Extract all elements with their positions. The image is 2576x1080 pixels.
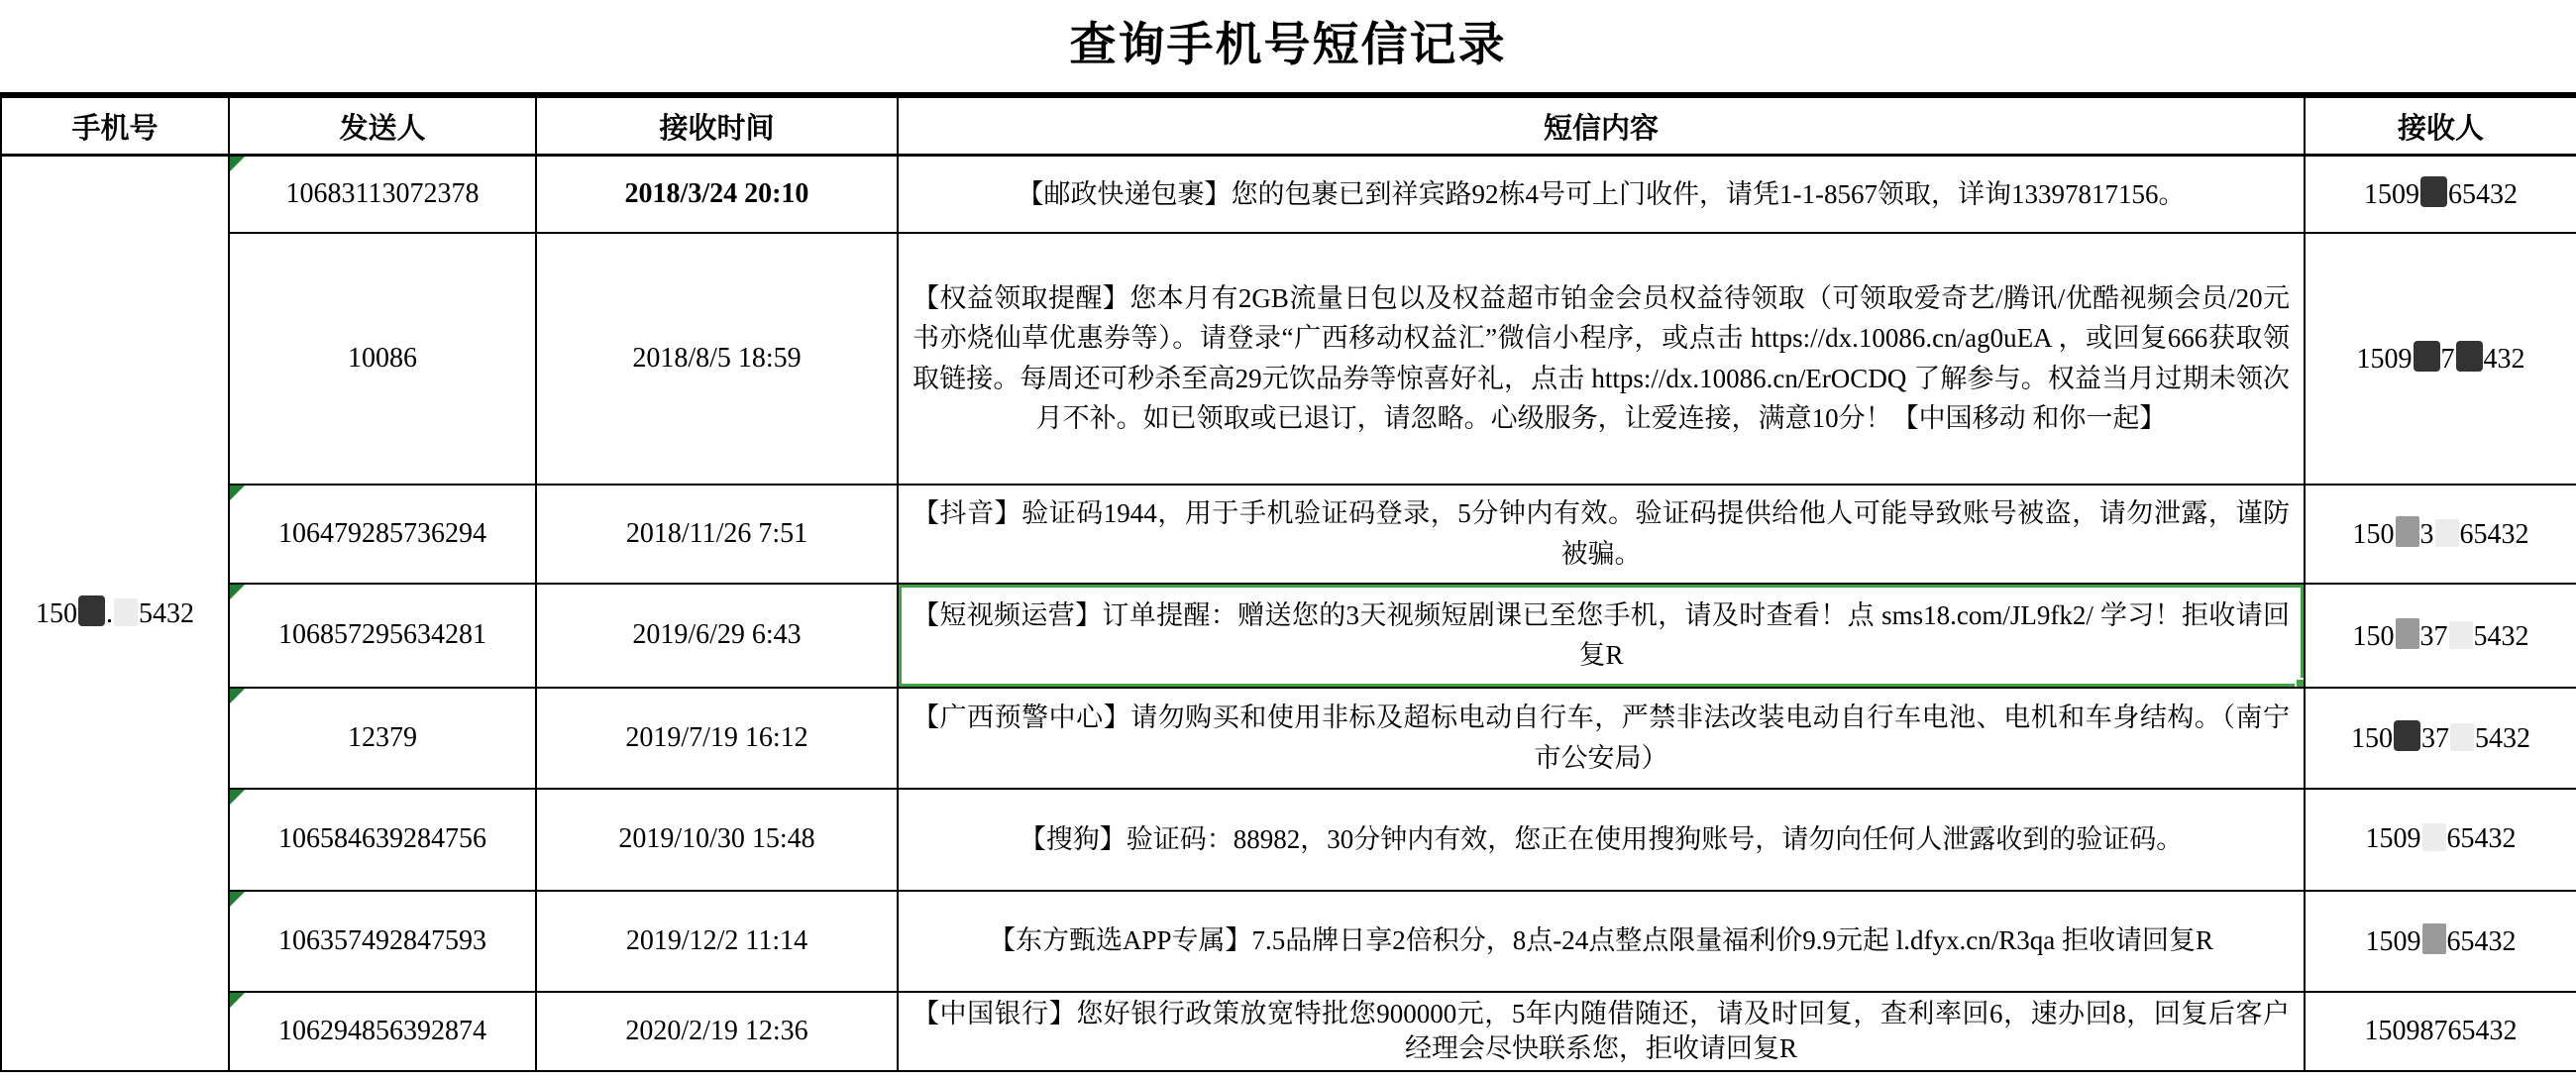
receive-time: 2018/3/24 20:10 bbox=[624, 177, 809, 209]
number-segment: 150 bbox=[36, 598, 77, 630]
receive-time-cell[interactable] bbox=[536, 992, 898, 1071]
receive-time-cell[interactable] bbox=[536, 584, 898, 688]
table-row bbox=[1, 688, 2576, 789]
receive-time-cell[interactable] bbox=[536, 789, 898, 891]
table-row bbox=[1, 992, 2576, 1071]
sms-content-text: 【中国银行】您好银行政策放宽特批您900000元，5年内随借随还，请及时回复，查利率回6，速办回8，回复后客户经理会尽快联系您，拒收请回复R bbox=[912, 998, 2290, 1063]
number-segment: 15098765432 bbox=[2364, 1015, 2518, 1046]
receive-time-cell[interactable] bbox=[536, 485, 898, 584]
number-segment: 65432 bbox=[2448, 179, 2518, 211]
redaction-block bbox=[2450, 723, 2474, 751]
redaction-block bbox=[2422, 923, 2446, 954]
receive-time: 2019/7/19 16:12 bbox=[625, 721, 808, 753]
receiver-number bbox=[2353, 621, 2529, 652]
sender-cell[interactable] bbox=[229, 156, 536, 233]
sender-number: 10683113072378 bbox=[285, 177, 480, 209]
sender-cell[interactable] bbox=[229, 992, 536, 1071]
redaction-block bbox=[2414, 341, 2440, 372]
number-segment: 37 bbox=[2421, 723, 2449, 754]
receive-time-cell[interactable] bbox=[536, 233, 898, 485]
sender-number: 106584639284756 bbox=[278, 823, 486, 854]
column-header-phone[interactable]: 手机号 bbox=[1, 95, 229, 156]
number-segment: 3 bbox=[2419, 519, 2434, 550]
receiver-cell[interactable] bbox=[2305, 688, 2576, 789]
sender-cell[interactable] bbox=[229, 485, 536, 584]
sms-content-cell[interactable] bbox=[898, 992, 2305, 1071]
receiver-number bbox=[2366, 823, 2517, 854]
number-segment: 65432 bbox=[2446, 926, 2517, 957]
text-format-warning-triangle-icon bbox=[230, 993, 245, 1008]
number-segment: 150 bbox=[2352, 620, 2395, 652]
sender-cell[interactable] bbox=[229, 233, 536, 485]
number-segment: 65432 bbox=[2446, 823, 2517, 854]
redaction-block bbox=[2420, 176, 2447, 207]
sms-content-text: 【短视频运营】订单提醒：赠送您的3天视频短剧课已至您手机，请及时查看！点 sms18.com/JL9fk2/ 学习！拒收请回复R bbox=[912, 599, 2290, 670]
column-header-receiver[interactable]: 接收人 bbox=[2305, 95, 2576, 156]
table-body bbox=[1, 156, 2576, 1071]
sms-content-cell[interactable] bbox=[898, 156, 2305, 233]
sms-content-text: 【东方甄选APP专属】7.5品牌日享2倍积分，8点-24点整点限量福利价9.9元起 l.dfyx.cn/R3qa 拒收请回复R bbox=[989, 925, 2213, 956]
sender-number: 106857295634281 bbox=[278, 619, 486, 650]
receiver-number bbox=[2351, 723, 2530, 754]
receiver-number bbox=[2366, 926, 2517, 957]
number-segment: 432 bbox=[2483, 344, 2525, 375]
sender-cell[interactable] bbox=[229, 688, 536, 789]
sms-content-text: 【权益领取提醒】您本月有2GB流量日包以及权益超市铂金会员权益待领取（可领取爱奇艺/腾讯/优酷视频会员/20元书亦烧仙草优惠券等）。请登录“广西移动权益汇”微信小程序，或点击 https://dx.10086.cn/ag0uEA ，或回复666获取领取链接。每周还可秒杀至高29元饮品券等惊喜好礼，点击 https://dx.10086.cn/ErOCDQ 了解参与。权益当月过期未领次月不补。如已领取或已退订，请忽略。心级服务，让爱连接，满意10分！【中国移动 和你一起】 bbox=[912, 282, 2290, 433]
receiver-number bbox=[2353, 519, 2529, 550]
sender-number: 10086 bbox=[348, 342, 417, 374]
redaction-block bbox=[78, 595, 105, 626]
redaction-block bbox=[2422, 823, 2446, 851]
redaction-block bbox=[2394, 720, 2420, 751]
redaction-block bbox=[2456, 341, 2483, 372]
sender-cell[interactable] bbox=[229, 891, 536, 992]
redaction-block bbox=[114, 598, 138, 626]
table-row bbox=[1, 485, 2576, 584]
number-segment: 37 bbox=[2419, 620, 2448, 652]
sender-number: 106357492847593 bbox=[278, 924, 486, 956]
sms-content-text: 【广西预警中心】请勿购买和使用非标及超标电动自行车，严禁非法改装电动自行车电池、电机和车身结构。（南宁市公安局） bbox=[912, 702, 2290, 773]
receiver-number bbox=[2357, 344, 2525, 375]
receive-time-cell[interactable] bbox=[536, 688, 898, 789]
number-segment: 1509 bbox=[2356, 344, 2413, 375]
receiver-cell[interactable] bbox=[2305, 233, 2576, 485]
sender-number: 106479285736294 bbox=[278, 517, 486, 549]
receive-time: 2019/12/2 11:14 bbox=[625, 924, 808, 956]
receive-time: 2018/11/26 7:51 bbox=[625, 517, 808, 549]
header-row bbox=[1, 95, 2576, 156]
number-segment: 5432 bbox=[2475, 723, 2530, 754]
text-format-warning-triangle-icon bbox=[230, 486, 245, 500]
sms-table bbox=[0, 92, 2576, 1072]
receiver-cell[interactable] bbox=[2305, 992, 2576, 1071]
number-segment: . bbox=[106, 598, 113, 630]
number-segment: 65432 bbox=[2459, 519, 2529, 550]
sender-cell[interactable] bbox=[229, 789, 536, 891]
receiver-cell[interactable] bbox=[2305, 485, 2576, 584]
column-header-time[interactable]: 接收时间 bbox=[536, 95, 898, 156]
sender-cell[interactable] bbox=[229, 584, 536, 688]
receiver-cell[interactable] bbox=[2305, 891, 2576, 992]
queried-phone-number bbox=[36, 598, 194, 629]
sms-content-cell[interactable] bbox=[898, 485, 2305, 584]
receive-time: 2019/6/29 6:43 bbox=[632, 619, 802, 650]
number-segment: 7 bbox=[2440, 344, 2455, 375]
text-format-warning-triangle-icon bbox=[230, 892, 245, 907]
redaction-block bbox=[2449, 621, 2473, 649]
sms-content-cell[interactable] bbox=[898, 891, 2305, 992]
number-segment: 1509 bbox=[2365, 926, 2421, 957]
receiver-cell[interactable] bbox=[2305, 156, 2576, 233]
sms-content-text: 【邮政快递包裹】您的包裹已到祥宾路92栋4号可上门收件，请凭1-1-8567领取，详询13397817156。 bbox=[1017, 178, 2186, 209]
page-title: 查询手机号短信记录 bbox=[1069, 20, 1507, 71]
column-header-sender[interactable]: 发送人 bbox=[229, 95, 536, 156]
redaction-block bbox=[2435, 519, 2459, 547]
receiver-number bbox=[2365, 1016, 2518, 1046]
sms-content-text: 【搜狗】验证码：88982，30分钟内有效，您正在使用搜狗账号，请勿向任何人泄露收到的验证码。 bbox=[1019, 823, 2184, 854]
number-segment: 150 bbox=[2351, 723, 2393, 754]
receive-time: 2018/8/5 18:59 bbox=[632, 342, 802, 374]
receive-time: 2020/2/19 12:36 bbox=[625, 1015, 808, 1046]
column-header-content[interactable]: 短信内容 bbox=[898, 95, 2305, 156]
receiver-cell[interactable] bbox=[2305, 789, 2576, 891]
redaction-block bbox=[2396, 516, 2419, 547]
sms-content-cell[interactable] bbox=[898, 584, 2305, 688]
table-row bbox=[1, 584, 2576, 688]
number-segment: 150 bbox=[2352, 519, 2395, 550]
table-row bbox=[1, 891, 2576, 992]
receive-time-cell[interactable] bbox=[536, 156, 898, 233]
receive-time-cell[interactable] bbox=[536, 891, 898, 992]
receiver-cell[interactable] bbox=[2305, 584, 2576, 688]
sms-content-cell[interactable] bbox=[898, 688, 2305, 789]
text-format-warning-triangle-icon bbox=[230, 157, 245, 171]
number-segment: 5432 bbox=[139, 598, 194, 630]
table-row bbox=[1, 789, 2576, 891]
receive-time: 2019/10/30 15:48 bbox=[618, 823, 815, 854]
receiver-number bbox=[2364, 179, 2518, 210]
text-format-warning-triangle-icon bbox=[230, 585, 245, 599]
text-format-warning-triangle-icon bbox=[230, 790, 245, 805]
queried-phone-cell[interactable] bbox=[1, 156, 229, 1071]
sender-number: 12379 bbox=[348, 721, 417, 753]
sms-content-cell[interactable] bbox=[898, 789, 2305, 891]
text-format-warning-triangle-icon bbox=[230, 689, 245, 703]
number-segment: 1509 bbox=[2364, 179, 2419, 211]
sender-number: 106294856392874 bbox=[278, 1015, 486, 1046]
sms-content-text: 【抖音】验证码1944，用于手机验证码登录，5分钟内有效。验证码提供给他人可能导致账号被盗，请勿泄露，谨防被骗。 bbox=[912, 498, 2290, 569]
sms-content-cell[interactable] bbox=[898, 233, 2305, 485]
number-segment: 5432 bbox=[2473, 620, 2529, 652]
table-row bbox=[1, 156, 2576, 233]
number-segment: 1509 bbox=[2365, 823, 2421, 854]
redaction-block bbox=[2396, 618, 2419, 649]
table-row bbox=[1, 233, 2576, 485]
